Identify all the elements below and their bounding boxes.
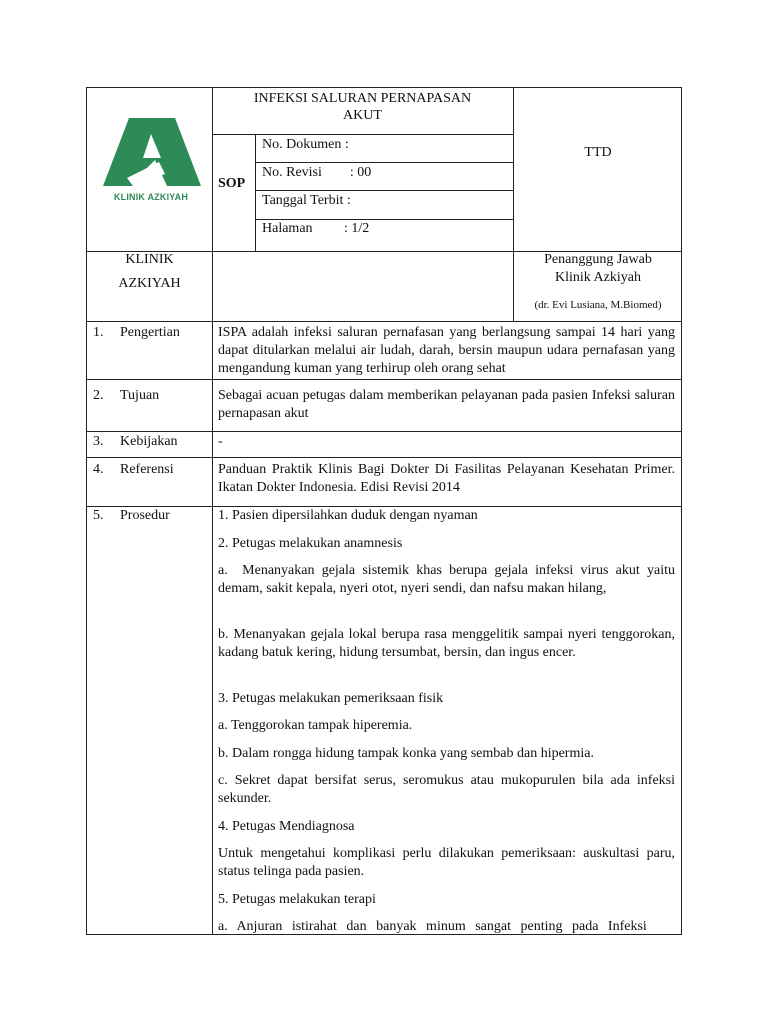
document-title-line1: INFEKSI SALURAN PERNAPASAN (253, 91, 472, 106)
grid-line (87, 379, 682, 380)
grid-line (255, 162, 513, 163)
section-number: 1. (93, 325, 104, 340)
clinic-name-line2: AZKIYAH (118, 276, 181, 291)
section-number: 3. (93, 434, 104, 449)
procedure-step: c. Sekret dapat bersifat serus, seromukus atau mukopurulen bila ada infeksi sekunder. (218, 773, 675, 806)
grid-line (87, 431, 682, 432)
section-text-referensi: Panduan Praktik Klinis Bagi Dokter Di Fasilitas Pelayanan Kesehatan Primer. Ikatan Dokter Indonesia. Edisi Revisi 2014 (218, 462, 675, 495)
responsible-title: Penanggung Jawab (544, 252, 652, 267)
section-number: 5. (93, 508, 104, 523)
sop-document (86, 87, 682, 935)
sop-label: SOP (218, 176, 246, 191)
procedure-step: a. Anjuran istirahat dan banyak minum sangat penting pada Infeksi (218, 919, 647, 934)
page-number: Halaman : 1/2 (262, 221, 370, 236)
grid-line (212, 134, 513, 135)
procedure-step: Untuk mengetahui komplikasi perlu dilakukan pemeriksaan: auskultasi paru, status telinga pada pasien. (218, 846, 675, 879)
section-text-pengertian: ISPA adalah infeksi saluran pernafasan yang berlangsung sampai 14 hari yang dapat ditularkan melalui air ludah, darah, bersin maupun udara pernafasan yang mengandung kuman yang terhirup oleh orang sehat (218, 325, 675, 376)
section-label-kebijakan: Kebijakan (120, 434, 178, 449)
procedure-step: 2. Petugas melakukan anamnesis (218, 536, 403, 551)
logo-caption: KLINIK AZKIYAH (113, 192, 189, 202)
procedure-step: 1. Pasien dipersilahkan duduk dengan nyaman (218, 508, 478, 523)
section-label-prosedur: Prosedur (120, 508, 170, 523)
doc-number: No. Dokumen : (262, 137, 349, 152)
procedure-step: b. Dalam rongga hidung tampak konka yang sembab dan hipermia. (218, 746, 594, 761)
procedure-step: a. Tenggorokan tampak hiperemia. (218, 718, 413, 733)
section-label-pengertian: Pengertian (120, 325, 180, 340)
section-number: 2. (93, 388, 104, 403)
procedure-step: a. Menanyakan gejala sistemik khas berupa gejala infeksi virus akut yaitu demam, sakit kepala, nyeri otot, nyeri sendi, dan nafsu makan hilang, (218, 563, 679, 596)
grid-line (255, 190, 513, 191)
procedure-step: b. Menanyakan gejala lokal berupa rasa menggelitik sampai nyeri tenggorokan, kadang batuk kering, hidung tersumbat, bersin, dan ingus encer. (218, 627, 675, 660)
issue-date: Tanggal Terbit : (262, 193, 351, 208)
section-label-referensi: Referensi (120, 462, 174, 477)
responsible-name: (dr. Evi Lusiana, M.Biomed) (534, 299, 662, 311)
ttd-label: TTD (584, 145, 612, 160)
section-label-tujuan: Tujuan (120, 388, 160, 403)
revision-number: No. Revisi : 00 (262, 165, 372, 180)
procedure-step: 4. Petugas Mendiagnosa (218, 819, 355, 834)
section-text-kebijakan: - (218, 434, 223, 449)
section-number: 4. (93, 462, 104, 477)
procedure-step: 3. Petugas melakukan pemeriksaan fisik (218, 691, 444, 706)
grid-line (87, 457, 682, 458)
grid-line (255, 134, 256, 251)
grid-line (212, 321, 213, 935)
grid-line (87, 321, 682, 322)
responsible-clinic: Klinik Azkiyah (555, 270, 641, 285)
document-title-line2: AKUT (343, 108, 382, 123)
procedure-step: 5. Petugas melakukan terapi (218, 892, 376, 907)
section-text-tujuan: Sebagai acuan petugas dalam memberikan pelayanan pada pasien Infeksi saluran pernapasan akut (218, 388, 675, 421)
clinic-name-line1: KLINIK (125, 252, 174, 267)
